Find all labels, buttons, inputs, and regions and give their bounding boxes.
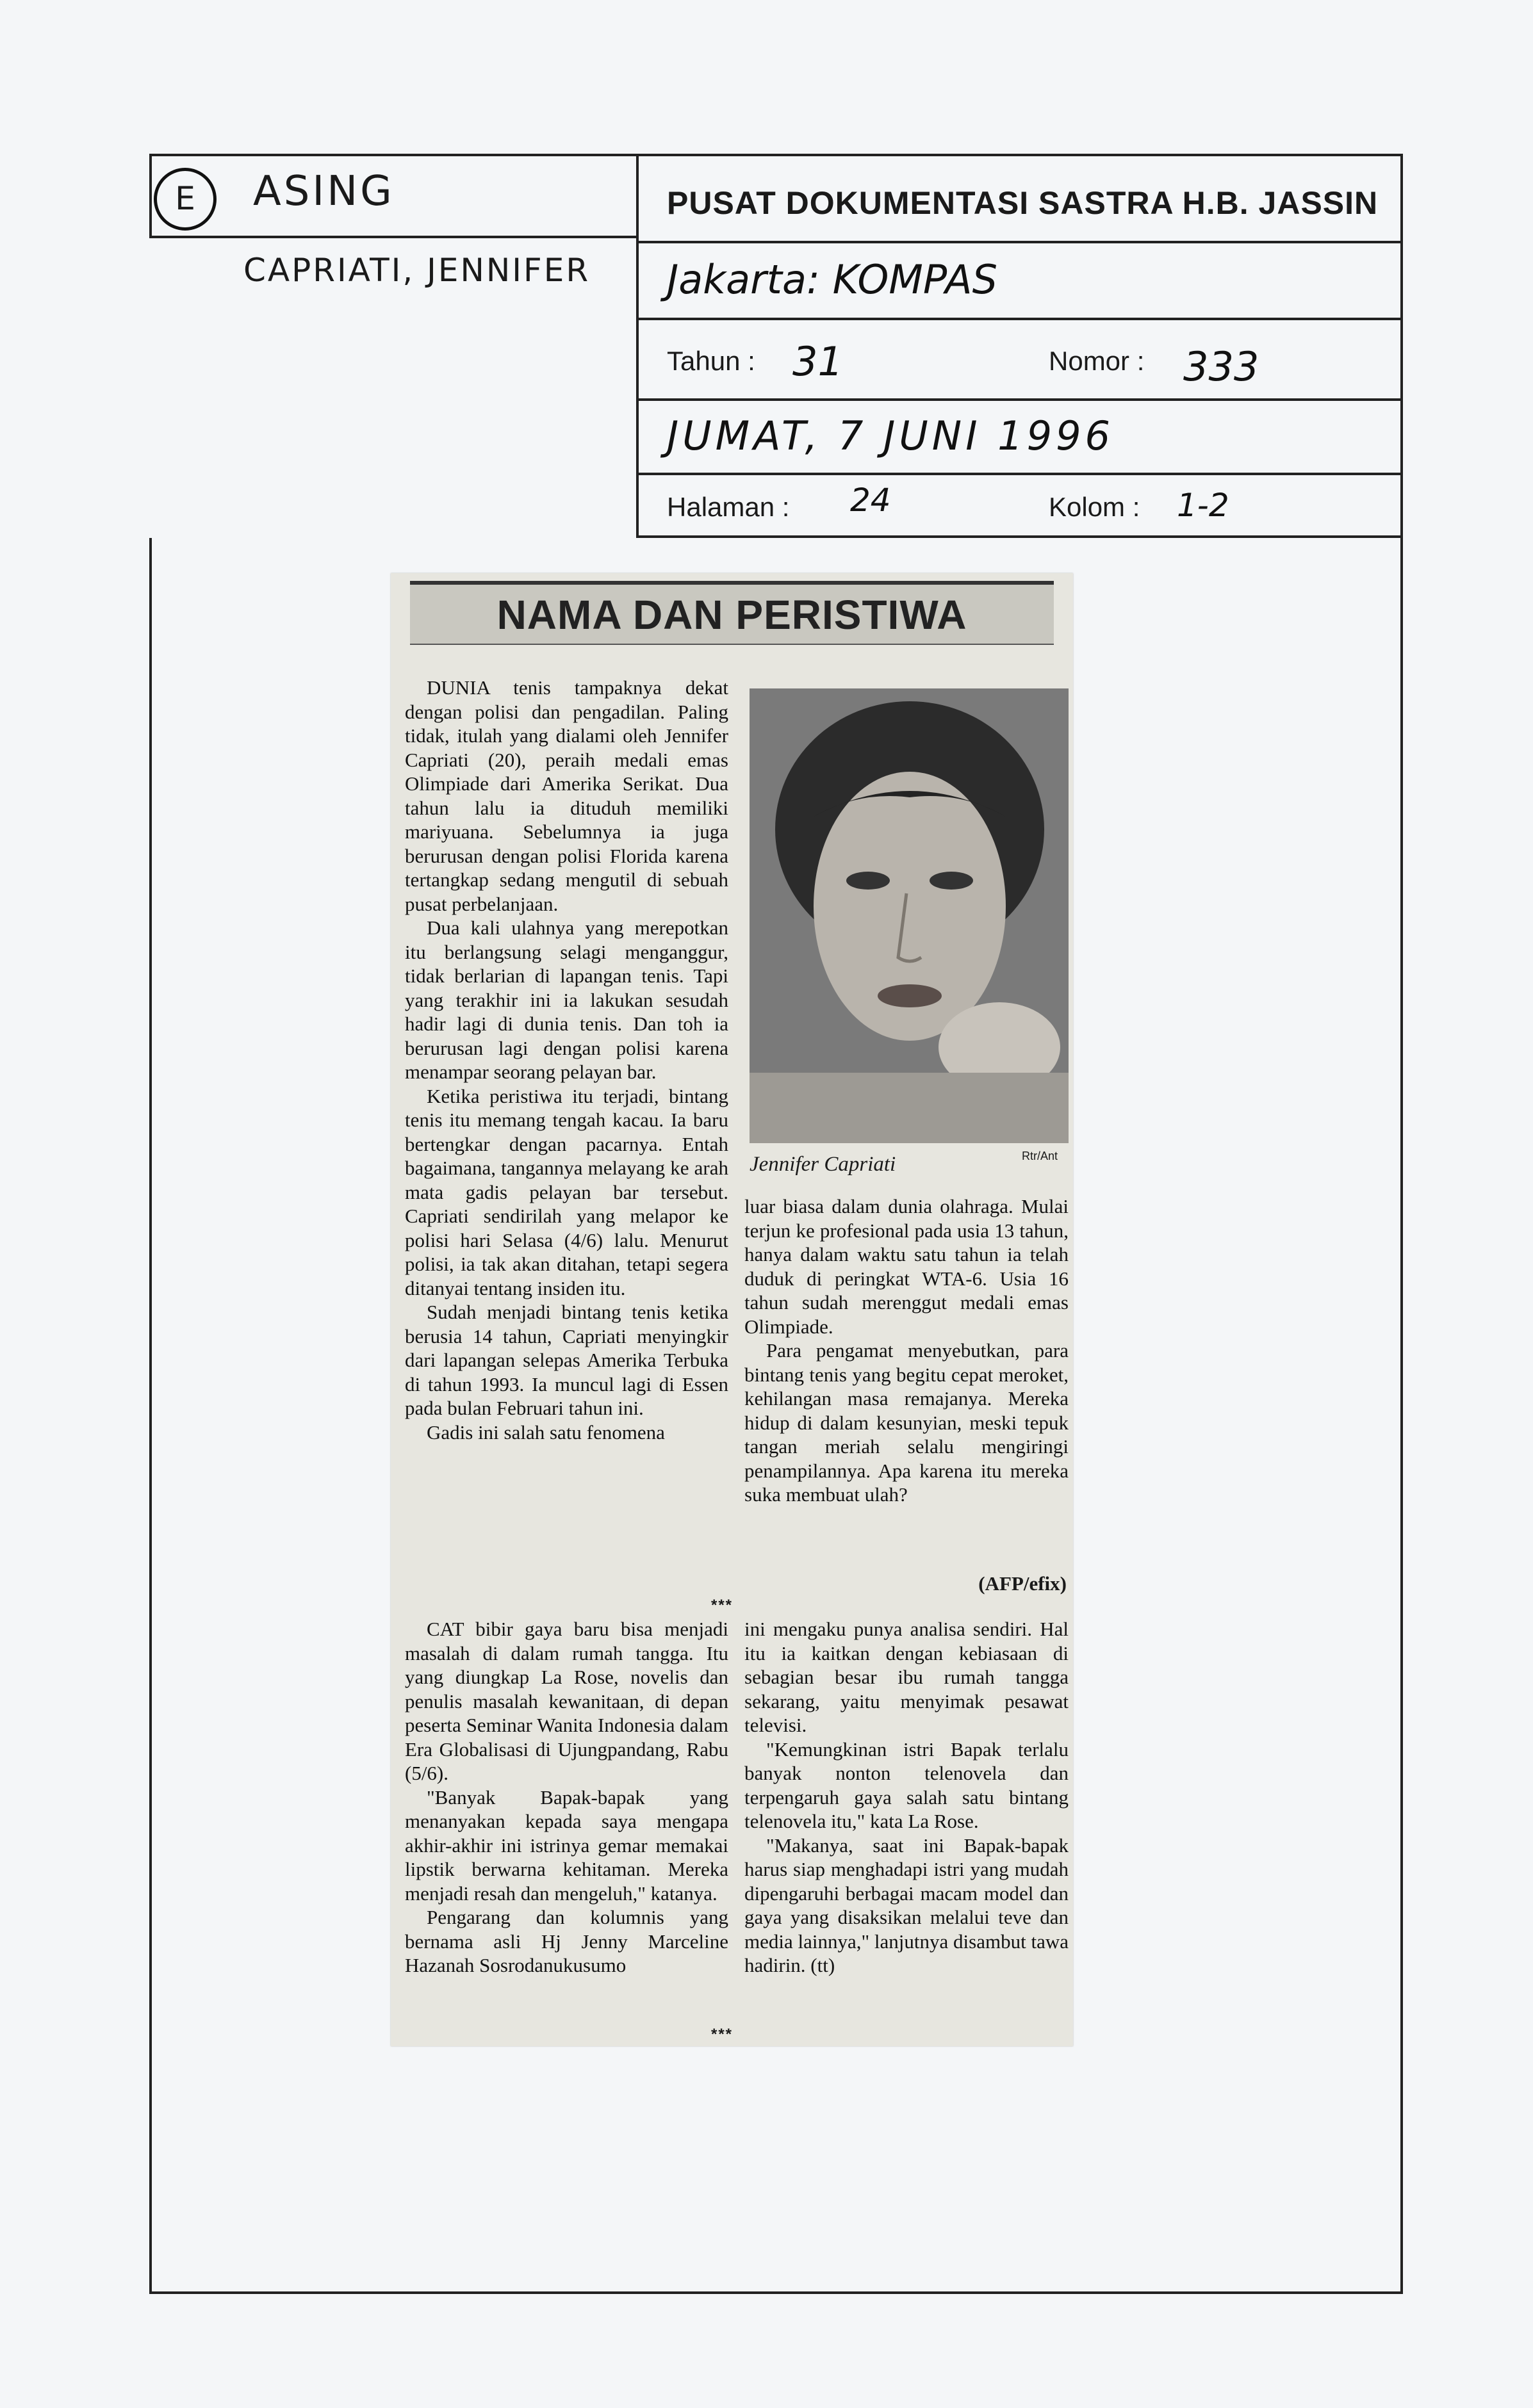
org-row bbox=[639, 156, 1400, 243]
paragraph: Sudah menjadi bintang tenis ketika berusia 14 tahun, Capriati menyingkir dari lapangan selepas Amerika Terbuka di tahun 1993. Ia muncul lagi di Essen pada bulan Februari tahun ini. bbox=[405, 1301, 728, 1419]
kolom-label: Kolom : bbox=[1049, 492, 1140, 522]
tahun-nomor-row bbox=[639, 320, 1400, 401]
paragraph: luar biasa dalam dunia olahraga. Mulai terjun ke profesional pada usia 13 tahun, hanya dalam waktu satu tahun ia telah duduk di peringkat WTA-6. Usia 16 tahun sudah merenggut medali emas Olimpiade. bbox=[744, 1195, 1069, 1338]
paragraph: "Makanya, saat ini Bapak-bapak harus siap menghadapi istri yang mudah dipengaruhi berbagai macam model dan gaya yang disaksikan melalui teve dan media lainnya," lanjutnya disambut tawa hadirin. (tt) bbox=[744, 1834, 1069, 1976]
paragraph: Gadis ini salah satu fenomena bbox=[427, 1420, 665, 1444]
paragraph: Pengarang dan kolumnis yang bernama asli Hj Jenny Marceline Hazanah Sosrodanukusumo bbox=[405, 1906, 728, 1976]
halaman-value: 24 bbox=[850, 482, 891, 519]
nomor-label: Nomor : bbox=[1049, 346, 1145, 376]
paragraph: DUNIA tenis tampaknya dekat dengan polisi dan pengadilan. Paling tidak, itulah yang dialami oleh Jennifer Capriati (20), peraih medali emas Olimpiade dari Amerika Serikat. Dua tahun lalu ia dituduh memiliki mariyuana. Sebelumnya ia juga berurusan dengan polisi Florida karena tertangkap sedang mengutil di sebuah pusat perbelanjaan. bbox=[405, 676, 728, 915]
capriati-photo bbox=[750, 688, 1069, 1143]
subject-handwritten: CAPRIATI, JENNIFER bbox=[243, 252, 591, 289]
end-mark: *** bbox=[711, 2026, 734, 2043]
portrait-illustration bbox=[750, 688, 1069, 1143]
tahun-label: Tahun : bbox=[667, 346, 755, 376]
paragraph: "Kemungkinan istri Bapak terlalu banyak nonton telenovela dan terpengaruh gaya salah satu bintang telenovela itu," kata La Rose. bbox=[744, 1737, 1069, 1832]
paragraph: Ketika peristiwa itu terjadi, bintang tenis itu memang tengah kacau. Ia baru bertengkar dengan pacarnya. Entah bagaimana, tangannya melayang ke arah mata gadis pelayan bar tersebut. Capriati sendirilah yang melapor ke polisi hari Selasa (4/6) lalu. Menurut polisi, ia tak akan ditahan, tetapi segera ditanyai tentang insiden itu. bbox=[405, 1084, 728, 1299]
source-row bbox=[639, 243, 1400, 320]
column-banner bbox=[410, 581, 1054, 645]
archive-tag: E bbox=[154, 168, 217, 231]
date-handwritten: JUMAT, 7 JUNI 1996 bbox=[667, 412, 1114, 459]
paragraph: CAT bibir gaya baru bisa menjadi masalah di dalam rumah tangga. Itu yang diungkap La Rose, novelis dan penulis masalah kewanitaan, di depan peserta Seminar Wanita Indonesia dalam Era Globalisasi di Ujungpandang, Rabu (5/6). bbox=[405, 1618, 728, 1784]
story1-signature: (AFP/efix) bbox=[978, 1572, 1067, 1595]
story2-column1 bbox=[405, 1617, 728, 1978]
tahun-value: 31 bbox=[792, 338, 843, 385]
photo-credit: Rtr/Ant bbox=[1022, 1150, 1058, 1162]
paragraph: Para pengamat menyebutkan, para bintang tenis yang begitu cepat meroket, kehilangan masa remajanya. Mereka hidup di dalam kesunyian, meski tepuk tangan meriah selalu mengiringi penampilannya. Apa karena itu mereka suka membuat ulah? bbox=[744, 1339, 1069, 1506]
story2-column2 bbox=[744, 1617, 1069, 1978]
document-info-form bbox=[636, 154, 1403, 538]
kolom-value: 1-2 bbox=[1177, 487, 1229, 524]
story1-column1 bbox=[405, 676, 728, 1444]
halaman-kolom-row bbox=[639, 475, 1400, 539]
paragraph: ini mengaku punya analisa sendiri. Hal itu ia kaitkan dengan kebiasaan di sebagian besar ibu rumah tangga sekarang, yaitu menyimak pesawat televisi. bbox=[744, 1618, 1069, 1736]
column-title: NAMA DAN PERISTIWA bbox=[496, 592, 967, 638]
category-handwritten: ASING bbox=[253, 168, 395, 215]
paragraph: Dua kali ulahnya yang merepotkan itu berlangsung selagi menganggur, tidak berlarian di lapangan tenis. Tapi yang terakhir ini ia lakukan sesudah hadir lagi di dunia tenis. Dan toh ia berurusan lagi dengan polisi karena menampar seorang pelayan bar. bbox=[405, 916, 728, 1083]
newspaper-clipping bbox=[391, 573, 1073, 2046]
date-row bbox=[639, 401, 1400, 475]
source-handwritten: Jakarta: KOMPAS bbox=[667, 256, 997, 303]
nomor-value: 333 bbox=[1183, 343, 1259, 390]
halaman-label: Halaman : bbox=[667, 492, 790, 522]
organization-name: PUSAT DOKUMENTASI SASTRA H.B. JASSIN bbox=[667, 185, 1379, 221]
section-separator: *** bbox=[711, 1597, 734, 1614]
paragraph: "Banyak Bapak-bapak yang menanyakan kepada saya mengapa akhir-akhir ini istrinya gemar memakai lipstik berwarna kehitaman. Mereka menjadi resah dan mengeluh," katanya. bbox=[405, 1786, 728, 1905]
story1-column2 bbox=[744, 1194, 1069, 1507]
photo-caption: Jennifer Capriati bbox=[750, 1153, 896, 1176]
